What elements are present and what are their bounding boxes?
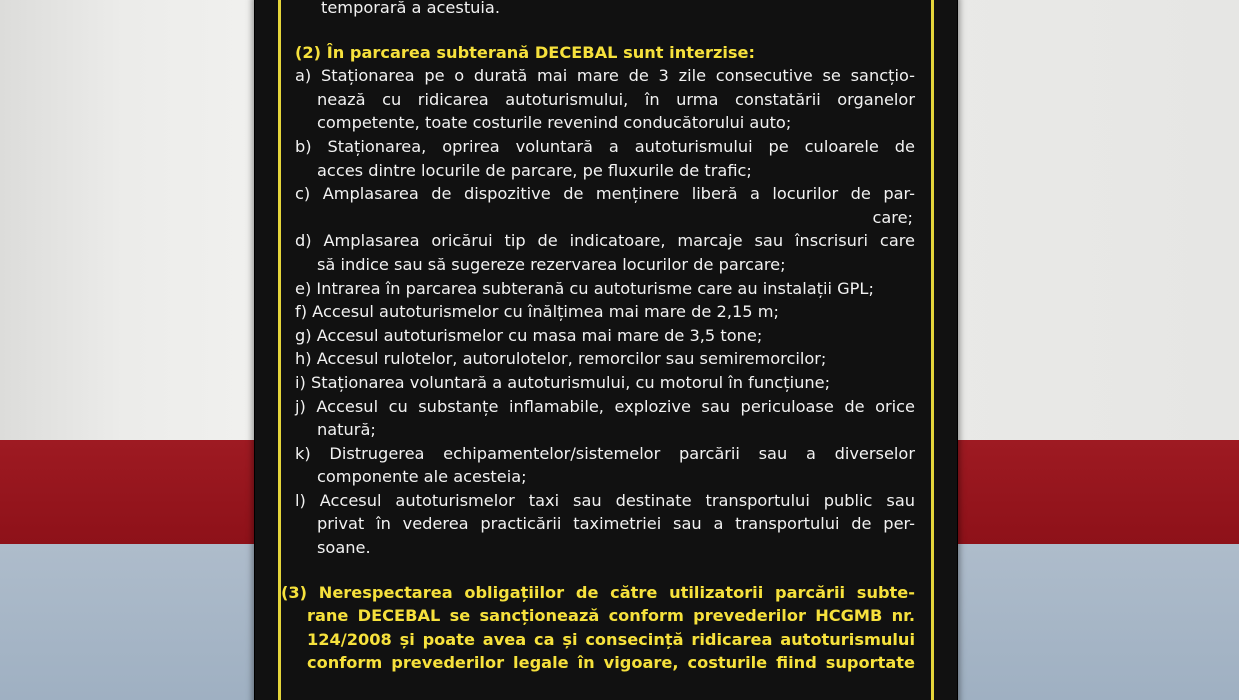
section3-line-4: conform prevederilor legale în vigoare, costurile fiind suportate: [307, 653, 915, 673]
item-d-line-1: d) Amplasarea oricărui tip de indicatoare, marcaje sau înscrisuri care: [295, 231, 915, 251]
item-e-line-1: e) Intrarea în parcarea subterană cu autoturisme care au instalații GPL;: [295, 278, 874, 298]
item-l-line-3: soane.: [317, 538, 371, 558]
item-f-line-1: f) Accesul autoturismelor cu înălțimea mai mare de 2,15 m;: [295, 302, 779, 322]
item-k-line-2: componente ale acesteia;: [317, 467, 527, 487]
section3-line-2: rane DECEBAL se sancționează conform prevederilor HCGMB nr.: [307, 606, 915, 626]
item-a-line-1: a) Staționarea pe o durată mai mare de 3 zile consecutive se sancțio-: [295, 66, 915, 86]
section3-line-3: 124/2008 și poate avea ca și consecință ridicarea autoturismului: [307, 629, 915, 649]
item-a-line-2: nează cu ridicarea autoturismului, în urma constatării organelor: [317, 89, 915, 109]
item-a-line-3: competente, toate costurile revenind conducătorului auto;: [317, 113, 792, 133]
item-c-line-2: care;: [872, 207, 913, 227]
item-i-line-1: i) Staționarea voluntară a autoturismului, cu motorul în funcțiune;: [295, 372, 831, 392]
parking-rules-sign: [255, 0, 957, 700]
intro-line: temporară a acestuia.: [321, 0, 500, 17]
section2-heading: (2) În parcarea subterană DECEBAL sunt interzise:: [295, 42, 756, 62]
item-h-line-1: h) Accesul rulotelor, autorulotelor, remorcilor sau semiremorcilor;: [295, 349, 827, 369]
item-b-line-2: acces dintre locurile de parcare, pe fluxurile de trafic;: [317, 160, 752, 180]
item-l-line-1: l) Accesul autoturismelor taxi sau destinate transportului public sau: [295, 490, 915, 510]
item-d-line-2: să indice sau să sugereze rezervarea locurilor de parcare;: [317, 254, 786, 274]
section3-line-1: (3) Nerespectarea obligațiilor de către utilizatorii parcării subte-: [281, 582, 915, 602]
item-b-line-1: b) Staționarea, oprirea voluntară a autoturismului pe culoarele de: [295, 136, 915, 156]
sign-text-block: [281, 0, 915, 675]
item-g-line-1: g) Accesul autoturismelor cu masa mai mare de 3,5 tone;: [295, 325, 763, 345]
item-j-line-1: j) Accesul cu substanțe inflamabile, explozive sau periculoase de orice: [295, 396, 915, 416]
item-j-line-2: natură;: [317, 420, 376, 440]
item-k-line-1: k) Distrugerea echipamentelor/sistemelor parcării sau a diverselor: [295, 443, 915, 463]
item-l-line-2: privat în vederea practicării taximetriei sau a transportului de per-: [317, 514, 915, 534]
item-c-line-1: c) Amplasarea de dispozitive de menținere liberă a locurilor de par-: [295, 184, 915, 204]
